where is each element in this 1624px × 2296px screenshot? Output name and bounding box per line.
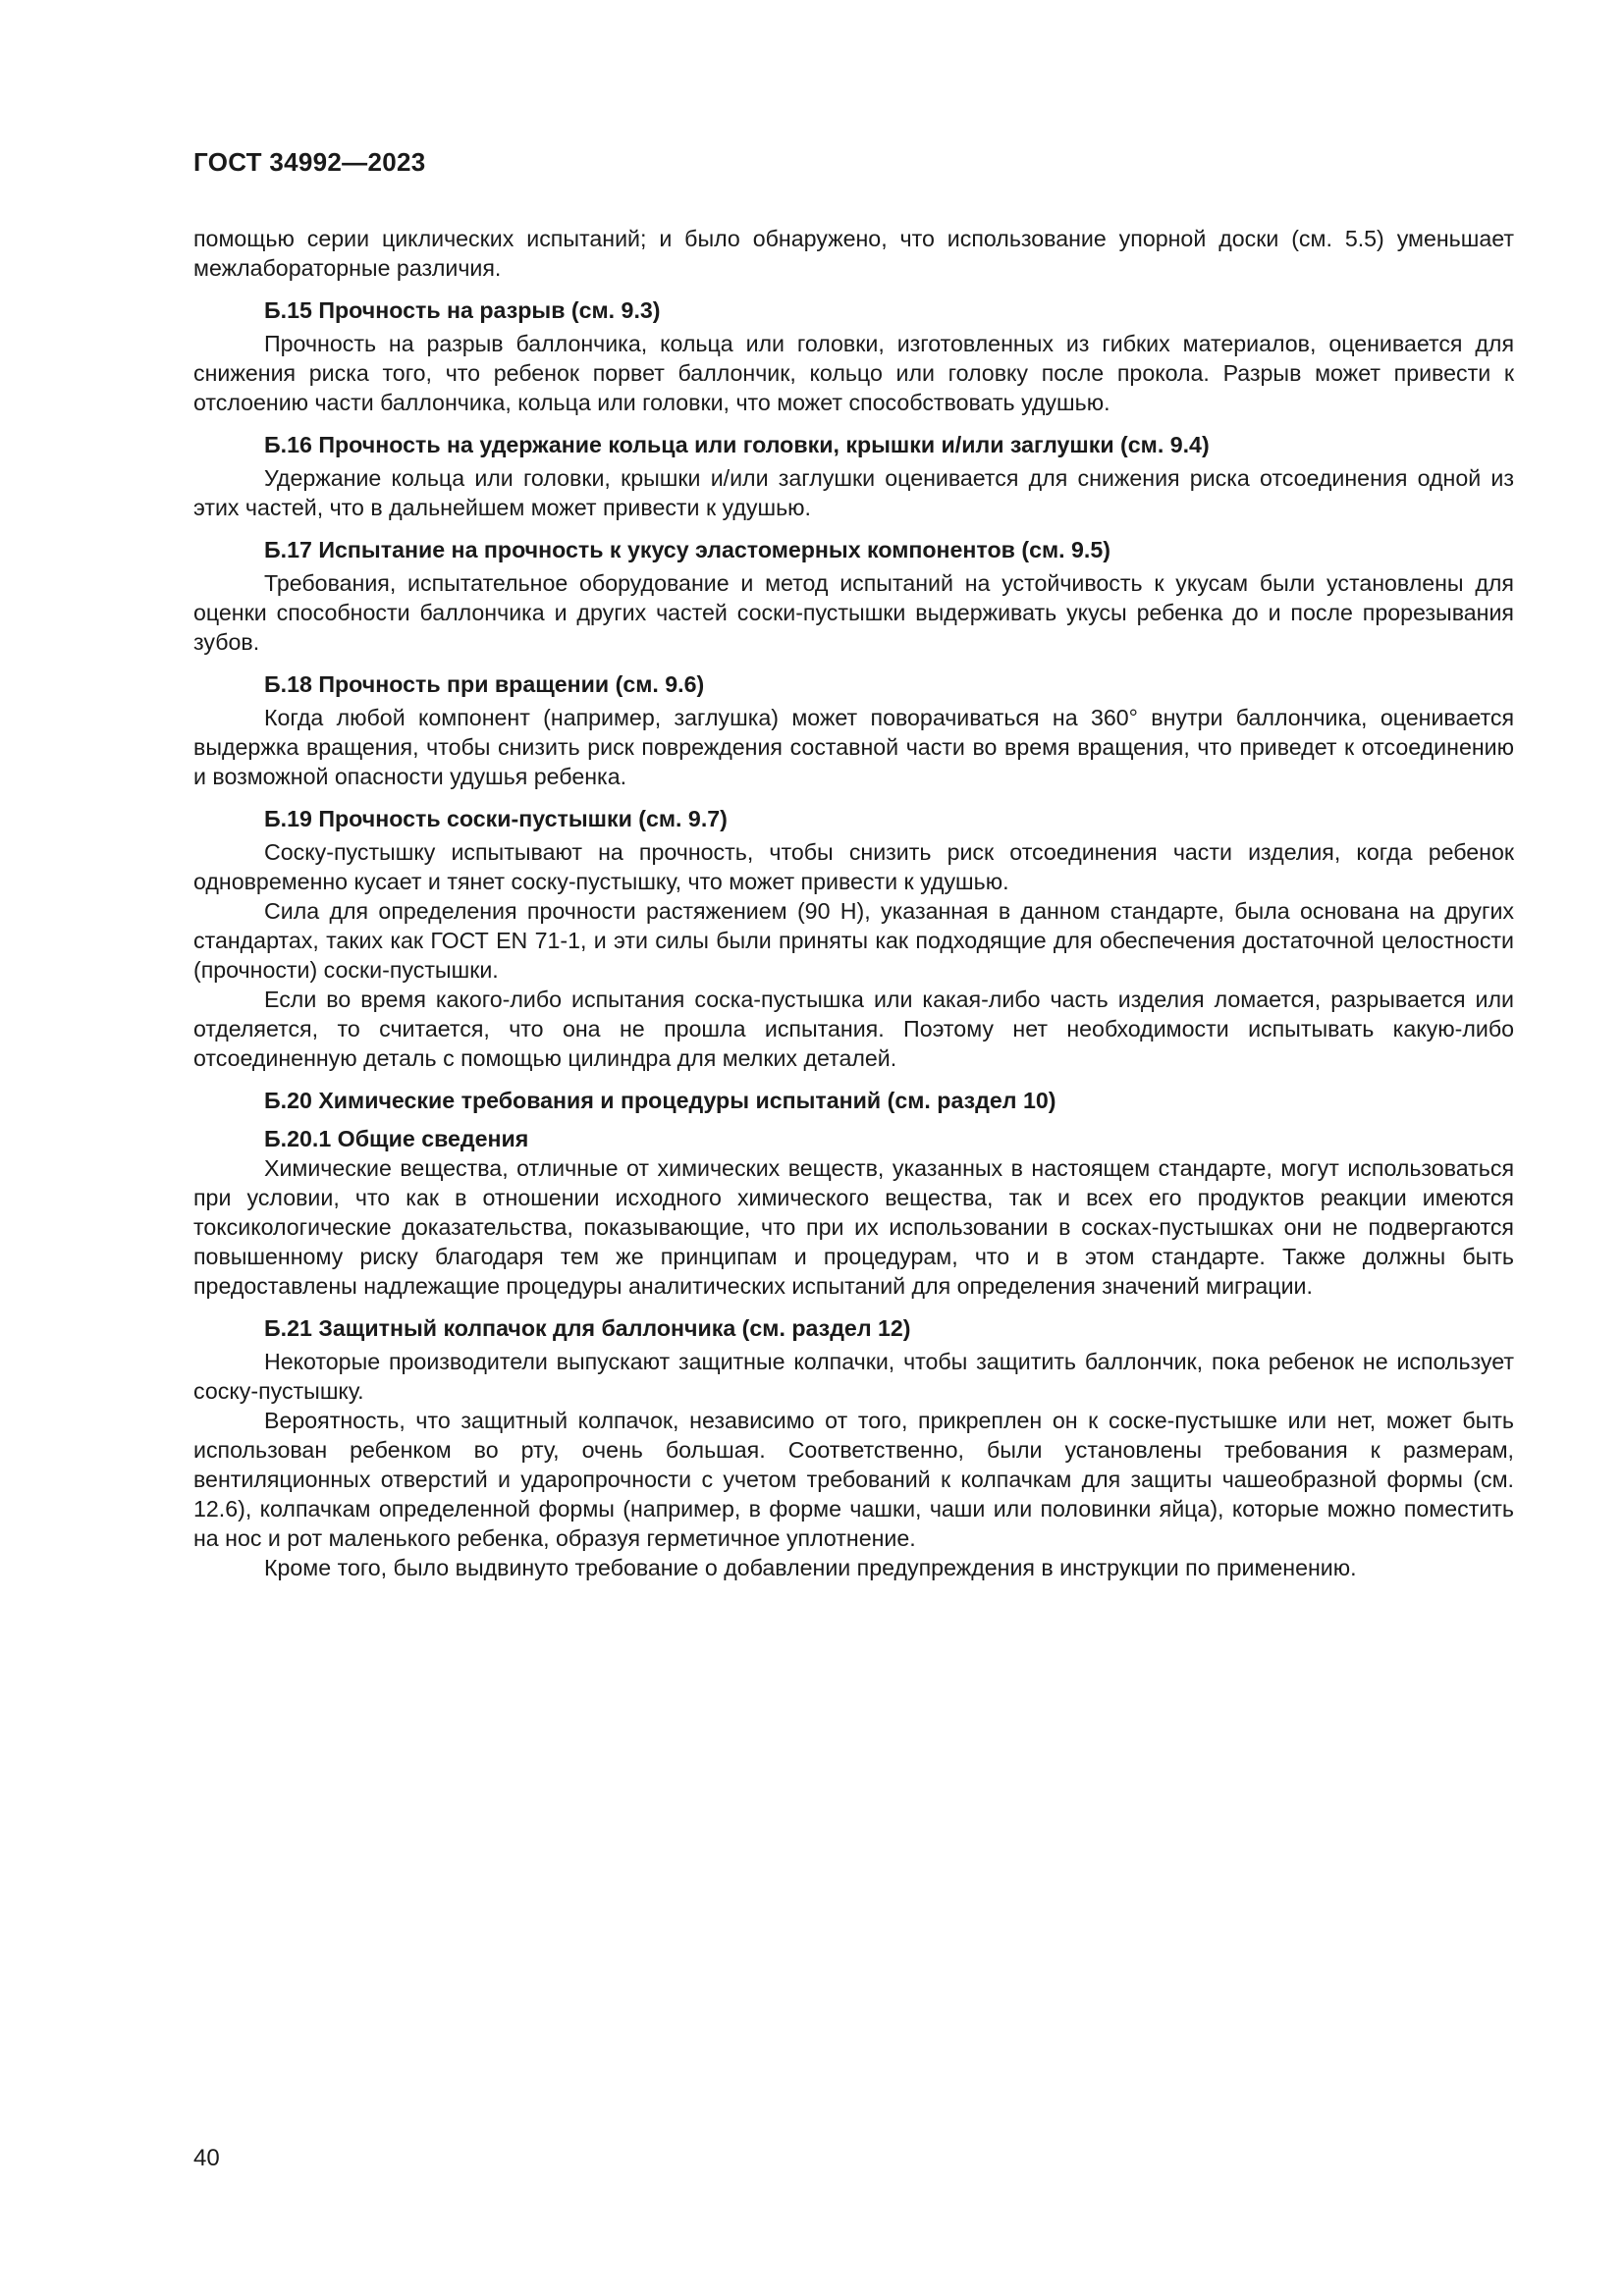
- section-b21-paragraph-3: Кроме того, было выдвинуто требование о добавлении предупреждения в инструкции по применению.: [264, 1555, 1357, 1580]
- section-b20-title: Б.20 Химические требования и процедуры испытаний (см. раздел 10): [264, 1088, 1056, 1113]
- section-b21-paragraph-1: Некоторые производители выпускают защитные колпачки, чтобы защитить баллончик, пока ребенок не использует соску-пустышку.: [193, 1349, 1514, 1404]
- section-b17-title: Б.17 Испытание на прочность к укусу эластомерных компонентов (см. 9.5): [264, 537, 1110, 562]
- section-b19-paragraph-1: Соску-пустышку испытывают на прочность, чтобы снизить риск отсоединения части изделия, когда ребенок одновременно кусает и тянет соску-пустышку, что может привести к удушью.: [193, 839, 1514, 894]
- section-b16-paragraph-1: Удержание кольца или головки, крышки и/или заглушки оценивается для снижения риска отсоединения одной из этих частей, что в дальнейшем может привести к удушью.: [193, 465, 1514, 520]
- section-b19-title: Б.19 Прочность соски-пустышки (см. 9.7): [264, 806, 728, 831]
- section-b15-title: Б.15 Прочность на разрыв (см. 9.3): [264, 297, 661, 323]
- document-body: [193, 224, 1514, 1582]
- section-b20-1-paragraph-1: Химические вещества, отличные от химических веществ, указанных в настоящем стандарте, могут использоваться при условии, что как в отношении исходного химического вещества, так и всех его продуктов реакции имеются токсикологические доказательства, показывающие, что при их использовании в сосках-пустышках они не подвергаются повышенному риску благодаря тем же принципам и процедурам, что и в этом стандарте. Также должны быть предоставлены надлежащие процедуры аналитических испытаний для определения значений миграции.: [193, 1155, 1514, 1299]
- document-header: ГОСТ 34992—2023: [193, 147, 426, 177]
- section-b19-paragraph-3: Если во время какого-либо испытания соска-пустышка или какая-либо часть изделия ломается, разрывается или отделяется, то считается, что она не прошла испытания. Поэтому нет необходимости испытывать какую-либо отсоединенную деталь с помощью цилиндра для мелких деталей.: [193, 987, 1514, 1071]
- section-b18-paragraph-1: Когда любой компонент (например, заглушка) может поворачиваться на 360° внутри баллончика, оценивается выдержка вращения, чтобы снизить риск повреждения составной части во время вращения, что приведет к отсоединению и возможной опасности удушья ребенка.: [193, 705, 1514, 789]
- section-b21-paragraph-2: Вероятность, что защитный колпачок, независимо от того, прикреплен он к соске-пустышке или нет, может быть использован ребенком во рту, очень большая. Соответственно, были установлены требования к размерам, вентиляционных отверстий и ударопрочности с учетом требований к колпачкам для защиты чашеобразной формы (см. 12.6), колпачкам определенной формы (например, в форме чашки, чаши или половинки яйца), которые можно поместить на нос и рот маленького ребенка, образуя герметичное уплотнение.: [193, 1408, 1514, 1551]
- section-b19-paragraph-2: Сила для определения прочности растяжением (90 Н), указанная в данном стандарте, была основана на других стандартах, таких как ГОСТ EN 71-1, и эти силы были приняты как подходящие для обеспечения достаточной целостности (прочности) соски-пустышки.: [193, 898, 1514, 983]
- intro-paragraph: помощью серии циклических испытаний; и было обнаружено, что использование упорной доски (см. 5.5) уменьшает межлабораторные различия.: [193, 226, 1514, 281]
- section-b18-title: Б.18 Прочность при вращении (см. 9.6): [264, 671, 705, 697]
- section-b20-1-title: Б.20.1 Общие сведения: [264, 1126, 529, 1151]
- section-b16-title: Б.16 Прочность на удержание кольца или головки, крышки и/или заглушки (см. 9.4): [264, 432, 1210, 457]
- section-b17-paragraph-1: Требования, испытательное оборудование и метод испытаний на устойчивость к укусам были установлены для оценки способности баллончика и других частей соски-пустышки выдерживать укусы ребенка до и после прорезывания зубов.: [193, 570, 1514, 655]
- section-b21-title: Б.21 Защитный колпачок для баллончика (см. раздел 12): [264, 1315, 911, 1341]
- page-number: 40: [193, 2145, 220, 2171]
- section-b15-paragraph-1: Прочность на разрыв баллончика, кольца или головки, изготовленных из гибких материалов, оценивается для снижения риска того, что ребенок порвет баллончик, кольцо или головку после прокола. Разрыв может привести к отслоению части баллончика, кольца или головки, что может способствовать удушью.: [193, 331, 1514, 415]
